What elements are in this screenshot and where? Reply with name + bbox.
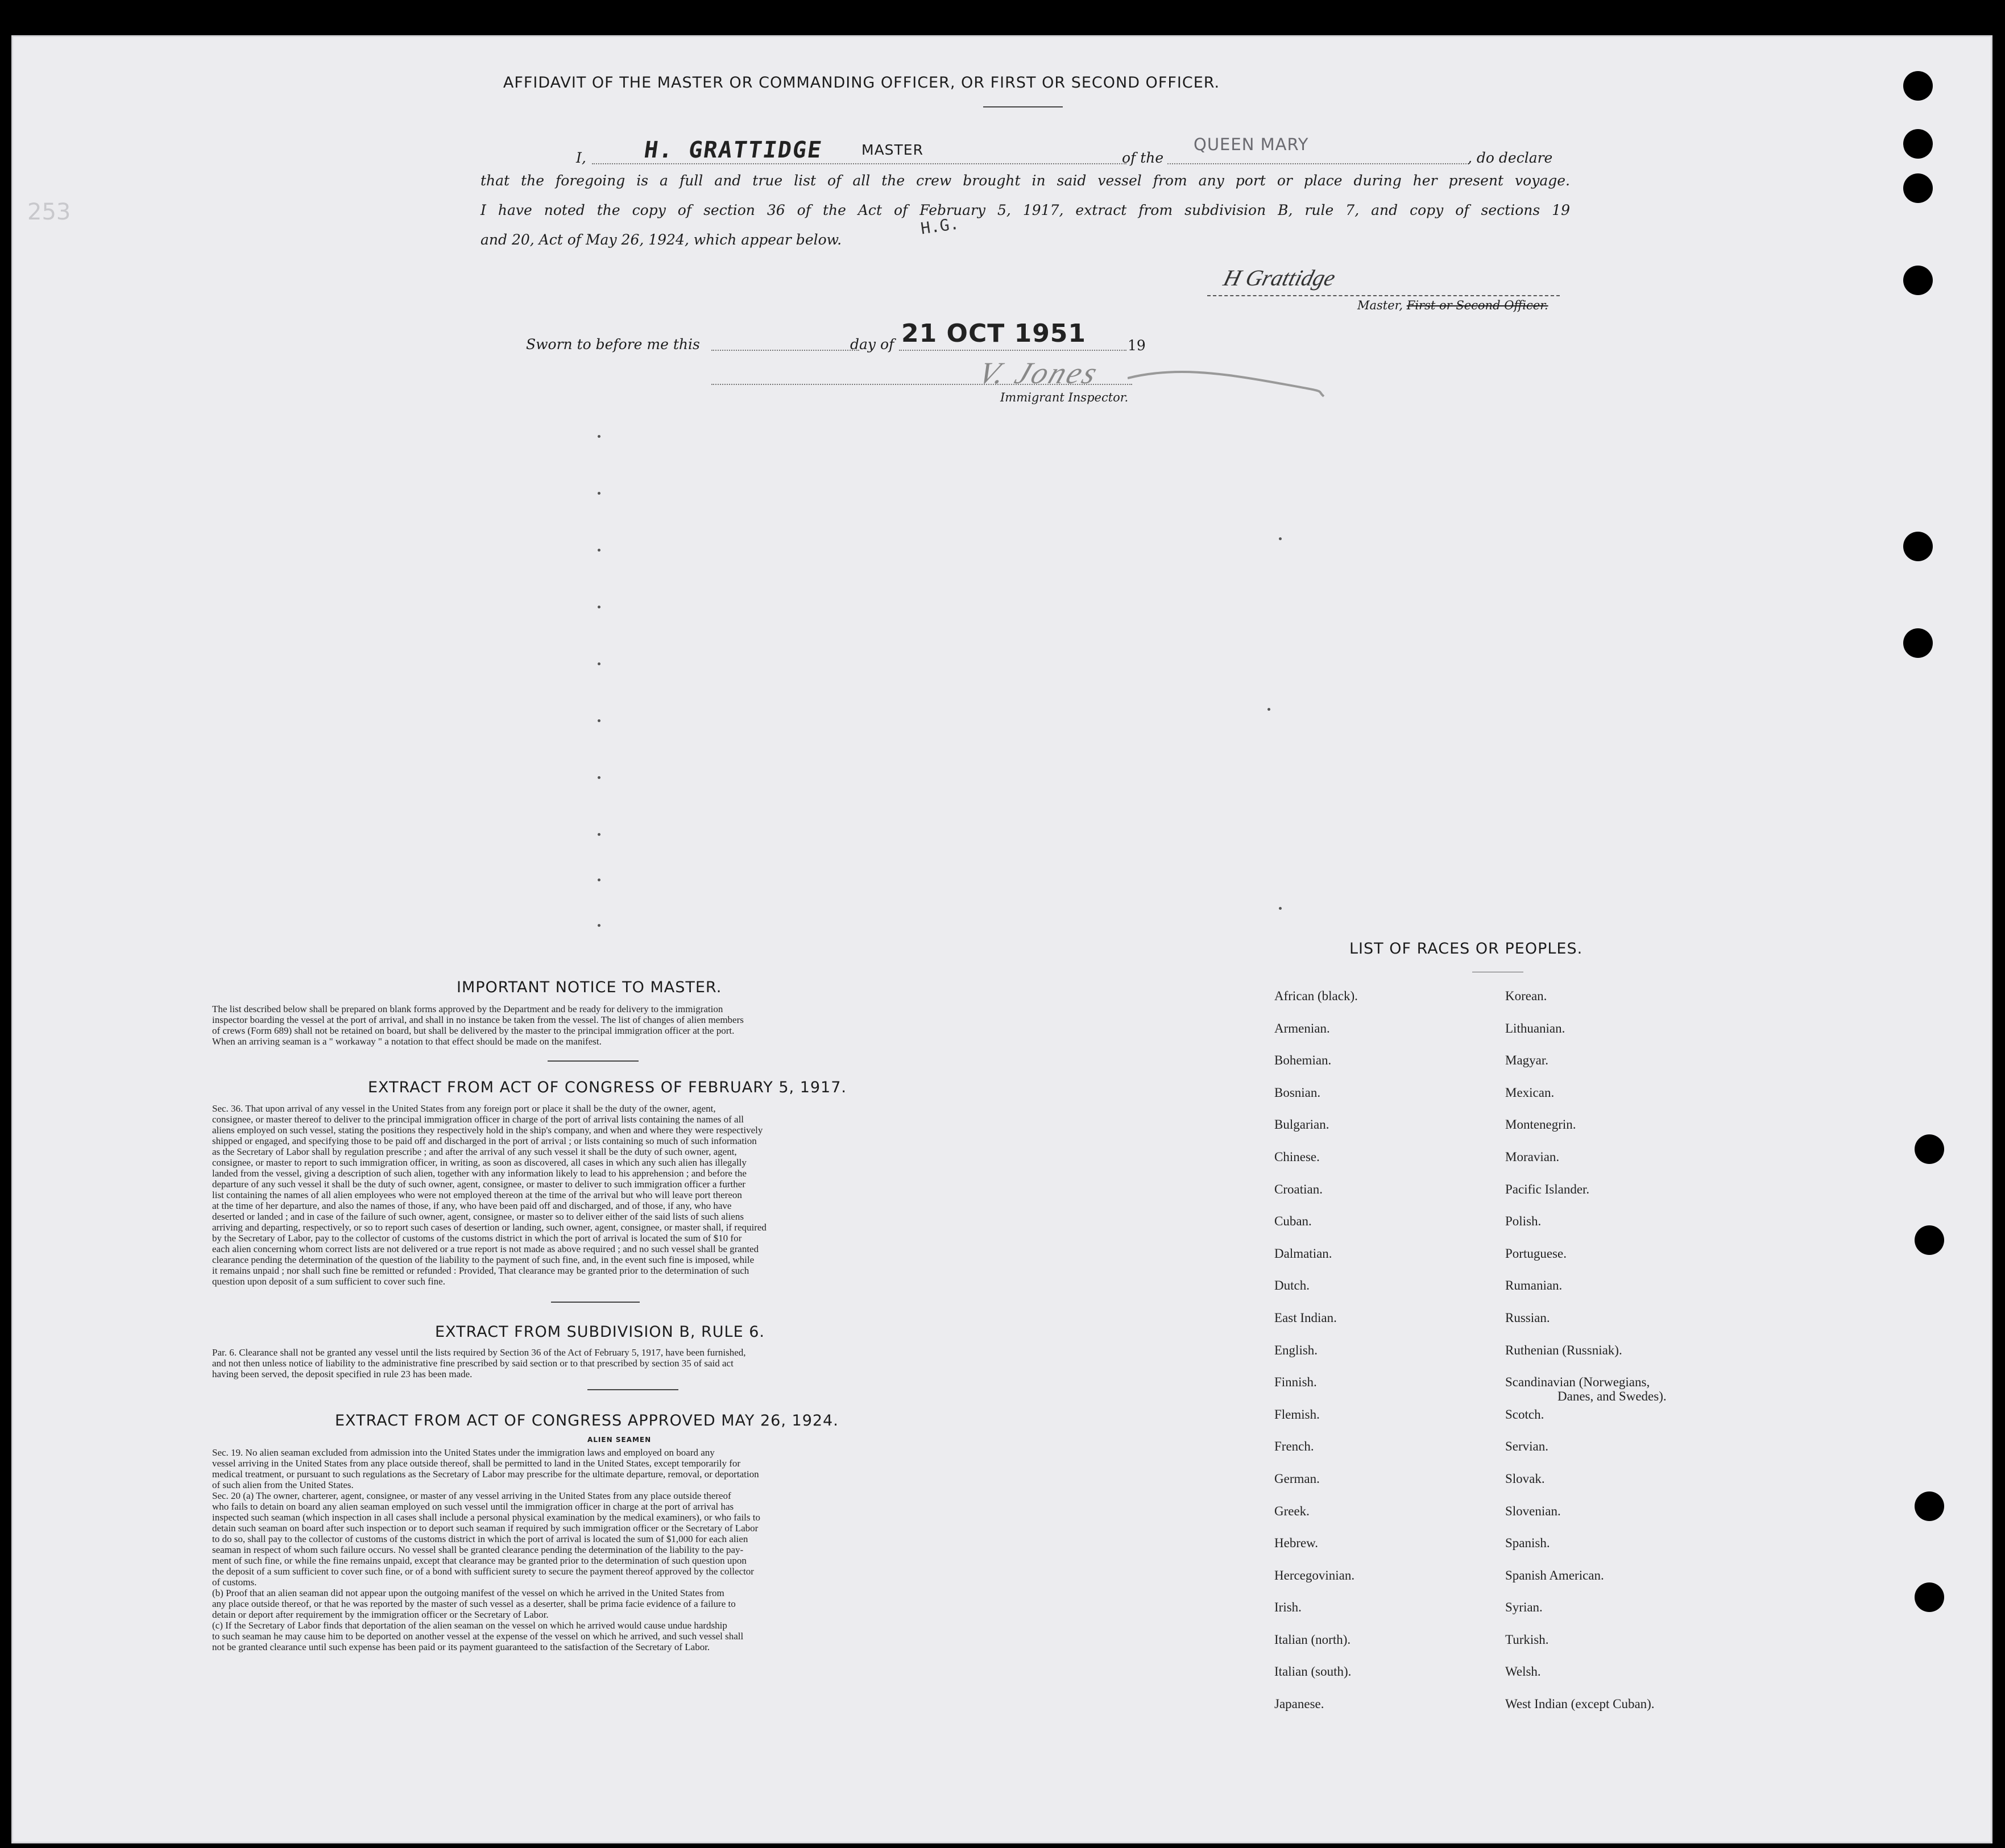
text-line: aliens employed on such vessel, stating the positions they respectively hold in the ship's company, and when and where they were respectively [212,1125,763,1136]
text-line: to such seaman he may cause him to be deported on another vessel at the expense of the vessel on which he arrived, and such vessel shall [212,1631,744,1642]
signature-line [1207,295,1560,296]
race-item: Spanish. [1505,1536,1550,1551]
races-title: LIST OF RACES OR PEOPLES. [1349,940,1583,958]
race-item: Russian. [1505,1310,1550,1325]
stray-dot [598,606,600,608]
race-item: Armenian. [1274,1021,1330,1035]
text-line: landed from the vessel, giving a description of such alien, together with any information likely to lead to his apprehension ; and before the [212,1168,747,1179]
notice-body [212,1004,1014,1047]
text-line: and not then unless notice of liability to the administrative fine prescribed by said section or to that prescribed by section 35 of said act [212,1358,734,1369]
text-line: each alien concerning whom correct lists are not delivered or a true report is not made as above required ; and no such vessel shall be granted [212,1244,759,1254]
text-line: it remains unpaid ; nor shall such fine be remitted or refunded : Provided, That clearance may be granted prior to the determination of such [212,1265,749,1276]
race-item: Greek. [1274,1503,1310,1518]
punch-hole [1903,173,1933,203]
text-line: vessel arriving in the United States from any place outside thereof, shall be permitted to land in the United States, except temporarily for [212,1458,741,1469]
race-item: Syrian. [1505,1600,1543,1615]
race-item: Irish. [1274,1600,1302,1615]
race-item: Italian (north). [1274,1632,1351,1647]
race-item: Flemish. [1274,1407,1320,1422]
section-divider [587,1389,678,1390]
sworn-label: Sworn to before me this [526,336,700,353]
affidavit-heading: AFFIDAVIT OF THE MASTER OR COMMANDING OFFICER, OR FIRST OR SECOND OFFICER. [503,74,1220,92]
caption-master: Master, [1357,299,1403,312]
race-item: Scandinavian (Norwegians, [1505,1375,1650,1390]
text-line: Sec. 36. That upon arrival of any vessel in the United States from any foreign port or place it shall be the duty of the owner, agent, [212,1103,716,1114]
race-item: French. [1274,1439,1314,1454]
text-line: Par. 6. Clearance shall not be granted any vessel until the lists required by Section 36 of the Act of February 5, 1917, have been furnished, [212,1347,746,1358]
race-item: Polish. [1505,1214,1542,1229]
text-line: When an arriving seaman is a " workaway " a notation to that effect should be made on the manifest. [212,1036,602,1047]
stray-dot [1267,708,1270,711]
race-item: Slovenian. [1505,1503,1561,1518]
heading-underline [983,106,1063,107]
race-item: Rumanian. [1505,1278,1563,1293]
races-column-2 [1505,989,1655,1729]
race-item: Hebrew. [1274,1536,1319,1551]
race-item: Servian. [1505,1439,1549,1454]
punch-hole [1915,1582,1944,1612]
do-declare: , do declare [1468,150,1553,166]
text-line: arriving and departing, respectively, or so to report such cases of desertion or landing, such owner, agent, consignee, or master shall, if required [212,1222,767,1233]
races-column-1 [1274,989,1358,1729]
punch-hole [1915,1225,1944,1255]
text-line: who fails to detain on board any alien seaman employed on such vessel until the immigration officer in charge at the port of arrival has [212,1501,734,1512]
text-line: detain or deport after requirement by the immigration officer or the Secretary of Labor. [212,1609,549,1620]
sworn-date-stamp: 21 OCT 1951 [901,319,1087,348]
race-item: Bosnian. [1274,1085,1321,1100]
race-item: Bulgarian. [1274,1117,1329,1132]
race-item: English. [1274,1343,1318,1357]
race-item: Japanese. [1274,1697,1324,1712]
text-line: Sec. 19. No alien seaman excluded from admission into the United States under the immigration laws and employed on board any [212,1447,715,1458]
stray-dot [598,549,600,552]
stray-dot [598,492,600,495]
vessel-name-line [1167,163,1469,164]
master-signature: H Grattidge [1220,265,1339,291]
stray-dot [598,776,600,779]
stray-dot [598,662,600,665]
text-line: clearance pending the determination of the question of the liability to the payment of such fine, and, in the event such fine is imposed, while [212,1254,755,1265]
day-of-label: day of [850,336,894,353]
text-line: medical treatment, or pursuant to such regulations as the Secretary of Labor may prescribe for the ultimate departure, removal, or deportation [212,1469,759,1480]
punch-hole [1903,129,1933,159]
of-the-label: of the [1122,150,1164,166]
race-item: Italian (south). [1274,1664,1352,1679]
race-item: Dutch. [1274,1278,1310,1293]
declaration-line: I have noted the copy of section 36 of the Act of February 5, 1917, extract from subdivision B, rule 7, and copy of sections 19 [480,202,1570,218]
notice-title: IMPORTANT NOTICE TO MASTER. [457,979,722,996]
year-prefix: 19 [1128,337,1146,354]
race-item: Mexican. [1505,1085,1555,1100]
text-line: any place outside thereof, or that he was reported by the master of such vessel as a deserter, shall be prima facie evidence of a failure to [212,1598,736,1609]
text-line: detain such seaman on board after such inspection or to deport such seaman if required by such immigration officer or the Secretary of Labor [212,1523,759,1534]
text-line: list containing the names of all alien employees who were not employed thereon at the time of the arrival but who will leave port thereon [212,1190,742,1200]
declaration-line: that the foregoing is a full and true list of all the crew brought in said vessel from any port or place during her present voyage. [480,172,1570,189]
subdivision-title: EXTRACT FROM SUBDIVISION B, RULE 6. [435,1323,765,1341]
text-line: ment of such fine, or while the fine remains unpaid, except that clearance may be granted prior to the determination of such question upon [212,1555,747,1566]
race-item: African (black). [1274,989,1358,1003]
text-line: The list described below shall be prepared on blank forms approved by the Department and be ready for delivery to the immigration [212,1004,723,1014]
punch-hole [1903,266,1933,295]
race-item: Pacific Islander. [1505,1182,1590,1196]
race-item: German. [1274,1471,1320,1486]
race-item: Chinese. [1274,1149,1320,1164]
stray-dot [598,924,600,927]
text-line: departure of any such vessel it shall be the duty of such owner, agent, consignee, or master to deliver to such immigration officer a further [212,1179,745,1190]
i-label: I, [576,150,586,166]
text-line: inspector boarding the vessel at the port of arrival, and shall in no instance be taken from the vessel. The list of changes of alien members [212,1014,744,1025]
text-line: consignee, or master to report to such immigration officer, in writing, as soon as discovered, all cases in which any such alien has illegally [212,1157,747,1168]
inspector-flourish [1128,367,1327,401]
text-line: of crews (Form 689) shall not be retained on board, but shall be delivered by the master to the principal immigration officer at the port. [212,1025,735,1036]
inspector-caption: Immigrant Inspector. [1000,391,1129,404]
race-item: Korean. [1505,989,1547,1003]
race-item: Slovak. [1505,1471,1545,1486]
text-line: as the Secretary of Labor shall by regulation prescribe ; and after the arrival of any such vessel it shall be the duty of such owner, agent, [212,1146,737,1157]
race-item: Cuban. [1274,1214,1312,1229]
races-continuation: Danes, and Swedes). [1557,1389,1667,1403]
signature-caption [1357,299,1548,312]
race-item: Finnish. [1274,1375,1317,1390]
text-line: at the time of her departure, and also the names of those, if any, who have been paid off and discharged, and of those, if any, who have [212,1200,732,1211]
section-divider [551,1302,640,1303]
text-line: of such alien from the United States. [212,1480,354,1490]
master-name-line [592,163,1126,164]
text-line: not be granted clearance until such expense has been paid or its payment guaranteed to the satisfaction of the Secretary of Labor. [212,1642,710,1652]
vessel-name: QUEEN MARY [1194,135,1309,154]
race-item: Ruthenian (Russniak). [1505,1343,1622,1357]
text-line: (c) If the Secretary of Labor finds that deportation of the alien seaman on the vessel on which he arrived would cause undue hardship [212,1620,727,1631]
declaration-line: and 20, Act of May 26, 1924, which appear below. [480,231,842,248]
caption-struck: First or Second Officer. [1406,299,1548,312]
stray-dot [598,435,600,438]
text-line: the deposit of a sum sufficient to cover such fine, or of a bond with sufficient surety to secure the payment thereof approved by the collector [212,1566,754,1577]
stray-dot [598,719,600,722]
stray-dot [1279,907,1282,910]
inspector-line [711,384,1132,385]
race-item: Croatian. [1274,1182,1323,1196]
race-item: Welsh. [1505,1664,1541,1679]
extract-1917-title: EXTRACT FROM ACT OF CONGRESS OF FEBRUARY 5, 1917. [368,1079,847,1096]
text-line: consignee, or master thereof to deliver to the principal immigration officer in charge of the port of arrival lists containing the names of all [212,1114,744,1125]
race-item: Spanish American. [1505,1568,1604,1582]
initials: H.G. [919,214,960,238]
text-line: inspected such seaman (which inspection in all cases shall include a personal physical examination by the medical examiners), or who fails to [212,1512,760,1523]
extract-1924-title: EXTRACT FROM ACT OF CONGRESS APPROVED MAY 26, 1924. [335,1412,839,1429]
extract-1924-subtitle: ALIEN SEAMEN [587,1436,652,1444]
race-item: Scotch. [1505,1407,1544,1422]
race-item: Lithuanian. [1505,1021,1565,1035]
punch-hole [1915,1134,1944,1164]
race-item: Dalmatian. [1274,1246,1332,1261]
master-title: MASTER [861,142,923,158]
stray-dot [598,833,600,836]
race-item: Portuguese. [1505,1246,1567,1261]
race-item: Magyar. [1505,1053,1549,1068]
race-item: West Indian (except Cuban). [1505,1697,1655,1712]
stray-dot [1279,537,1282,540]
race-item: Hercegovinian. [1274,1568,1355,1582]
subdivision-body [212,1347,1014,1379]
punch-hole [1915,1491,1944,1521]
race-item: Montenegrin. [1505,1117,1576,1132]
stray-dot [598,879,600,881]
margin-mark: 253 [27,199,71,225]
punch-hole [1903,628,1933,658]
extract-1917-body [212,1103,1014,1287]
text-line: (b) Proof that an alien seaman did not appear upon the outgoing manifest of the vessel on which he arrived in the United States from [212,1588,724,1598]
document-sheet [11,35,1992,1843]
text-line: having been served, the deposit specified in rule 23 has been made. [212,1369,473,1379]
text-line: seaman in respect of whom such failure occurs. No vessel shall be granted clearance pending the determination of the liability to the pay- [212,1544,744,1555]
text-line: deserted or landed ; and in case of the failure of such owner, agent, consignee, or master so to deliver either of the said lists of such aliens [212,1211,744,1222]
text-line: question upon deposit of a sum sufficient to cover such fine. [212,1276,445,1287]
sworn-date-line [899,350,1126,351]
master-name: H. GRATTIDGE [642,137,825,163]
extract-1924-body [212,1447,1014,1652]
section-divider [548,1060,639,1062]
race-item: Turkish. [1505,1632,1549,1647]
race-item: Bohemian. [1274,1053,1332,1068]
text-line: Sec. 20 (a) The owner, charterer, agent, consignee, or master of any vessel arriving in the United States from any place outside thereof [212,1490,731,1501]
inspector-signature: V. Jones [973,356,1104,390]
text-line: to do so, shall pay to the collector of customs of the customs district in which the port of arrival is located the sum of $1,000 for each alien [212,1534,748,1544]
race-item: East Indian. [1274,1310,1337,1325]
text-line: shipped or engaged, and specifying those to be paid off and discharged in the port of arrival ; or lists containing so much of such information [212,1136,757,1146]
punch-hole [1903,532,1933,561]
race-item: Moravian. [1505,1149,1560,1164]
text-line: by the Secretary of Labor, pay to the collector of customs of the customs district in which the port of arrival is located the sum of $10 for [212,1233,742,1244]
text-line: of customs. [212,1577,257,1588]
sworn-day-line [711,350,859,351]
